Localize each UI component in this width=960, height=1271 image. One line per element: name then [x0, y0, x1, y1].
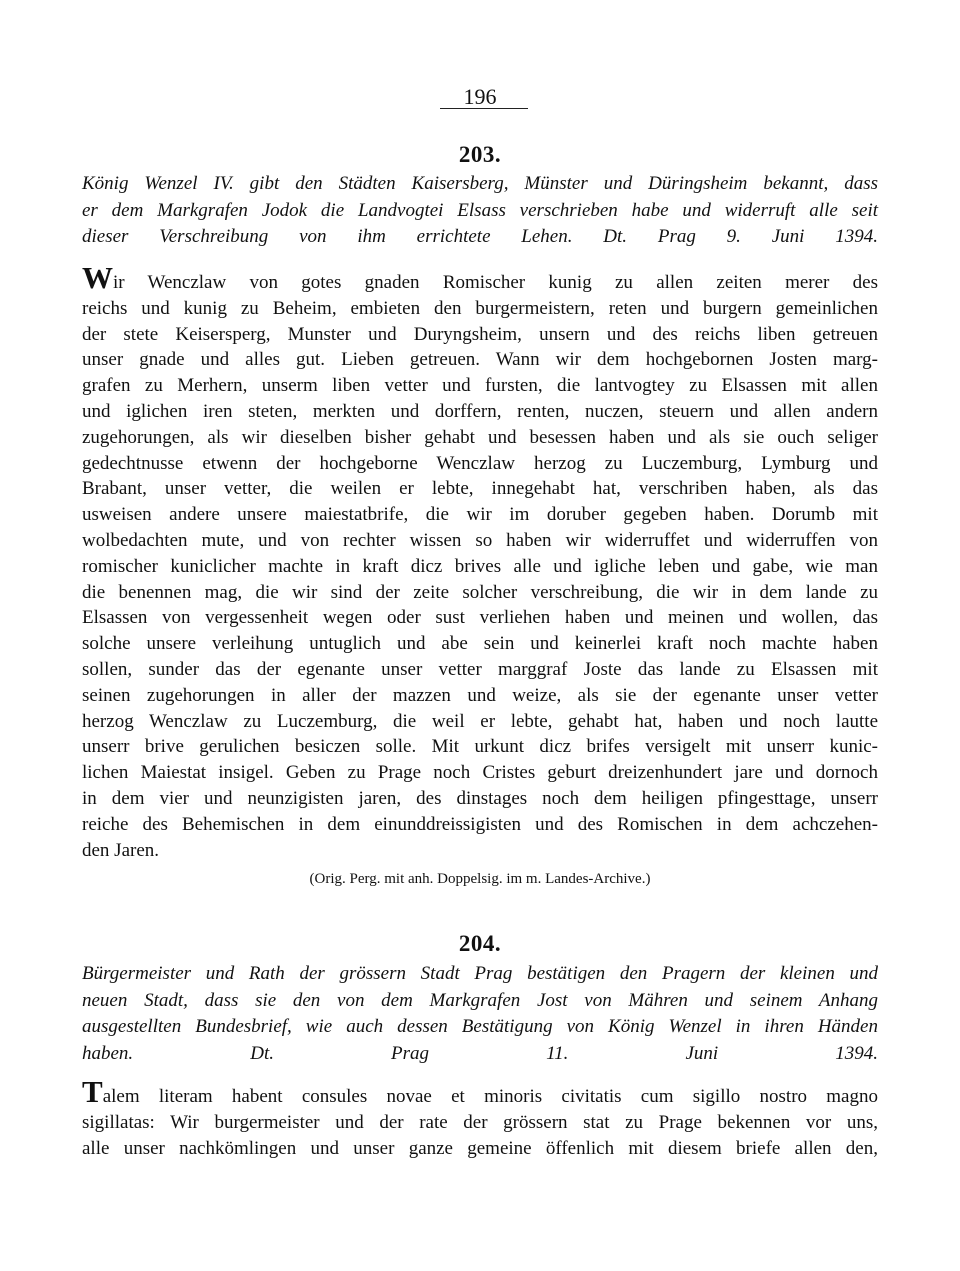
- body-line: gedechtnusse etwenn der hochgeborne Wenczlaw herzog zu Luczemburg, Lymburg und: [82, 452, 878, 474]
- body-line: usweisen andere unsere maiestatbrife, die wir im doruber gegeben haben. Dorumb mit: [82, 504, 878, 526]
- page-number-rule: [440, 108, 528, 109]
- initial-letter: W: [82, 260, 113, 295]
- document-204-body: [82, 1074, 878, 1161]
- body-line: den Jaren.: [82, 839, 160, 861]
- body-line: Brabant, unser vetter, die weilen er lebte, innegehabt hat, verschriben haben, als das: [82, 478, 878, 500]
- body-line: seinen zugehorungen in aller der mazzen und weize, als sie der egenante unser vetter: [82, 684, 878, 706]
- initial-letter: T: [82, 1074, 103, 1109]
- body-line: reiche des Behemischen in dem einunddreissigisten und des Romischen in dem achczehen-: [82, 813, 878, 835]
- body-line: reichs und kunig zu Beheim, embieten den burgermeistern, reten und burgern gemeinlichen: [82, 297, 878, 319]
- body-line: Elsassen von vergessenheit wegen oder sust verliehen haben und meinen und wollen, das: [82, 607, 878, 629]
- body-line: und iglichen iren steten, merkten und dorffern, renten, nuczen, steuern und allen andern: [82, 400, 878, 422]
- body-line: alle unser nachkömlingen und unser ganze gemeine öffenlich mit diesem briefe allen den,: [82, 1137, 878, 1159]
- document-203-regest: [82, 171, 878, 251]
- body-line: in dem vier und neunzigisten jaren, des dinstages noch dem heiligen pfingesttage, unserr: [82, 787, 878, 809]
- body-line: grafen zu Merhern, unserm liben vetter und fursten, die lantvogtey zu Elsassen mit allen: [82, 375, 878, 397]
- document-number-203: 203.: [458, 142, 502, 167]
- source-note: (Orig. Perg. mit anh. Doppelsig. im m. Landes-Archive.): [309, 871, 651, 887]
- document-number-204: 204.: [458, 931, 502, 956]
- body-line: solche unsere verleihung untuglich und abe sein und keinerlei kraft noch machte haben: [82, 633, 878, 655]
- body-line: unser gnade und alles gut. Lieben getreuen. Wann wir dem hochgebornen Josten marg-: [82, 349, 878, 371]
- regest-line: haben. Dt. Prag 11. Juni 1394.: [82, 1042, 878, 1064]
- regest-line: Bürgermeister und Rath der grössern Stadt Prag bestätigen den Pragern der kleinen und: [82, 963, 878, 984]
- body-line: sollen, sunder das der egenante unser vetter marggraf Joste das lande zu Elsassen mit: [82, 658, 878, 680]
- regest-line: König Wenzel IV. gibt den Städten Kaisersberg, Münster und Düringsheim bekannt, dass: [82, 173, 878, 194]
- body-line: alem literam habent consules novae et minoris civitatis cum sigillo nostro magno: [102, 1086, 878, 1107]
- body-line: zugehorungen, als wir dieselben bisher gehabt und besessen haben und als sie ouch seliger: [82, 426, 878, 448]
- body-line: herzog Wenczlaw zu Luczemburg, die weil er lebte, gehabt hat, haben und noch lautte: [82, 710, 878, 732]
- body-line: der stete Keisersperg, Munster und Duryngsheim, unsern und des reichs liben getreuen: [82, 323, 878, 345]
- body-line: die benennen mag, die wir sind der zeite solcher verschreibung, die wir in dem lande zu: [82, 581, 878, 603]
- regest-line: ausgestellten Bundesbrief, wie auch dessen Bestätigung von König Wenzel in ihren Händen: [82, 1016, 878, 1037]
- body-line: ir Wenczlaw von gotes gnaden Romischer kunig zu allen zeiten merer des: [113, 272, 878, 293]
- body-line: unserr brive gerulichen besiczen solle. Mit urkunt dicz brifes versigelt mit unserr kunic-: [82, 736, 878, 758]
- body-line: sigillatas: Wir burgermeister und der rate der grössern stat zu Prage bekennen vor uns,: [82, 1111, 878, 1133]
- regest-line: neuen Stadt, dass sie den von dem Markgrafen Jost von Mähren und seinem Anhang: [82, 989, 878, 1011]
- document-204-regest: [82, 961, 878, 1067]
- page-number: 196: [463, 84, 497, 109]
- regest-line: er dem Markgrafen Jodok die Landvogtei Elsass verschrieben habe und widerruft alle seit: [82, 199, 878, 221]
- body-line: romischer kuniclicher machte in kraft dicz brives alle und igliche leben und gabe, wie man: [82, 555, 878, 577]
- body-line: lichen Maiestat insigel. Geben zu Prage noch Cristes geburt dreizenhundert jare und dornoch: [82, 762, 878, 784]
- body-line: wolbedachten mute, und von rechter wissen so haben wir widerruffet und widerruffen von: [82, 529, 878, 551]
- document-203-body: [82, 260, 878, 863]
- regest-line: dieser Verschreibung von ihm errichtete Lehen. Dt. Prag 9. Juni 1394.: [82, 226, 878, 247]
